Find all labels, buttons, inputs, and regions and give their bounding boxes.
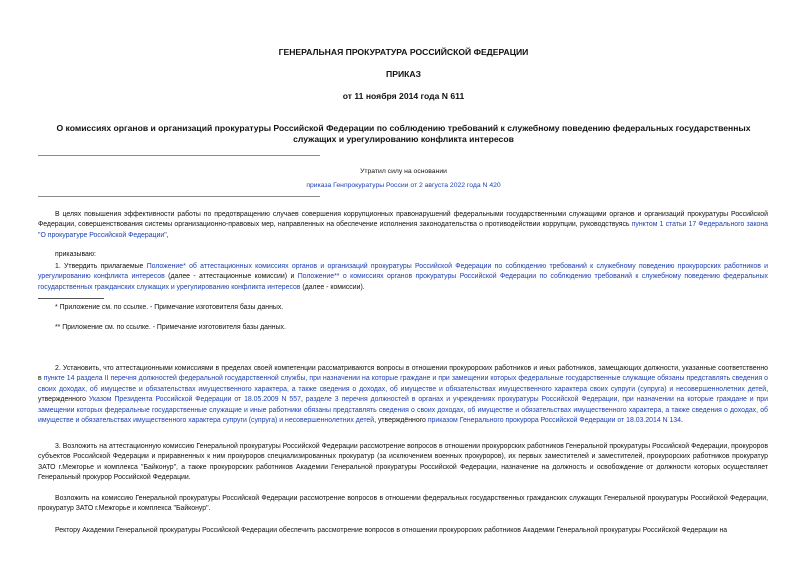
- org-heading: ГЕНЕРАЛЬНАЯ ПРОКУРАТУРА РОССИЙСКОЙ ФЕДЕРАЦИИ: [278, 47, 529, 57]
- divider-bottom: [38, 196, 320, 197]
- repeal-order-link[interactable]: приказа Генпрокуратуры России от 2 августа 2022 года N 420: [306, 182, 501, 189]
- attestation-commission-regulation-link[interactable]: Положение* об аттестационных комиссиях органов и организаций прокуратуры Российской Федерации по соблюдению требований к служебному поведению прокурорских работников и урегулированию конфликта интересов: [38, 263, 768, 281]
- law-article-link[interactable]: пунктом 1 статьи 17 Федерального закона "О прокуратуре Российской Федерации": [38, 221, 769, 239]
- footnote-divider: [38, 298, 104, 299]
- item2-text-c: ,: [300, 396, 306, 404]
- item1-text: 1. Утвердить прилагаемые: [55, 263, 147, 270]
- prosecutor-order-link[interactable]: приказом Генерального прокурора Российской Федерации от 18.03.2014 N 134: [427, 417, 681, 425]
- item1-text-mid: (далее - аттестационные комиссии) и: [164, 273, 298, 281]
- item1-text-end: (далее - комиссии).: [300, 283, 365, 291]
- paragraph-preamble: [38, 210, 768, 241]
- title-line-1: О комиссиях органов и организаций прокуратуры Российской Федерации по соблюдению требований к служебному поведению федеральных государственных: [56, 123, 751, 133]
- preamble-text-end: ,: [166, 231, 169, 239]
- paragraph-item-2: [38, 364, 768, 426]
- paragraph-item-1: [38, 262, 768, 293]
- item2-text-d: , утверждённого: [374, 417, 428, 425]
- preamble-text: В целях повышения эффективности работы по предотвращению случаев совершения коррупционных правонарушений федеральными государственными служащими органов и организаций прокуратуры Российской Федерации, совершенствования системы организационно-правовых мер, направленных на обеспечение исполнения законодательства о противодействии коррупции, руководствуясь: [38, 211, 768, 229]
- status-note-line: Утратил силу на основании: [360, 168, 447, 175]
- paragraph-item-3b: Возложить на комиссию Генеральной прокуратуры Российской Федерации рассмотрение вопросов в отношении федеральных государственных гражданских служащих Генеральной прокуратуры Российской Федерации, прокуратур ЗАТО г.Межгорье и комплекса "Байконур".: [38, 495, 768, 513]
- item2-text-end: .: [680, 417, 683, 425]
- paragraph-item-3c: Ректору Академии Генеральной прокуратуры Российской Федерации обеспечить рассмотрение вопросов в отношении прокурорских работников Академии Генеральной прокуратуры Российской Федерации на: [55, 527, 728, 534]
- presidential-decree-link[interactable]: Указом Президента Российской Федерации от 18.05.2009 N 557: [88, 396, 301, 404]
- paragraph-item-3: 3. Возложить на аттестационную комиссию Генеральной прокуратуры Российской Федерации рассмотрение вопросов в отношении прокурорских работников Генеральной прокуратуры Российской Федерации, прокуроров субъектов Российской Федерации и приравненных к ним прокуроров специализированных прокуратур (за исключением военных прокуроров), их первых заместителей и заместителей, прокурорских работников прокуратур ЗАТО г.Межгорье и комплекса "Байконур", а также прокурорских работников Академии Генеральной прокуратуры Российской Федерации, назначение на должность и освобождение от должности которых осуществляет Генеральный прокурор Российской Федерации.: [38, 443, 768, 482]
- footnote-1: * Приложение см. по ссылке. - Примечание изготовителя базы данных.: [55, 304, 284, 311]
- document-title: [30, 123, 777, 145]
- commission-regulation-link[interactable]: Положение** о комиссиях органов прокуратуры Российской Федерации по соблюдению требований к служебному поведению федеральных государственных гражданских служащих и урегулированию конфликта интересов: [38, 273, 768, 291]
- footnote-2: ** Приложение см. по ссылке. - Примечание изготовителя базы данных.: [55, 324, 286, 331]
- date-number-heading: от 11 ноября 2014 года N 611: [342, 91, 465, 101]
- prikazyvayu-text: приказываю:: [55, 251, 96, 258]
- item2-text: 2. Установить, что аттестационными комиссиями в пределах своей компетенции рассматриваются вопросы в отношении прокурорских работников и иных работников, замещающих должности, указанные соответственно в: [38, 365, 768, 383]
- title-line-2: служащих и урегулированию конфликта интересов: [293, 134, 514, 144]
- positions-list-link[interactable]: пункте 14 раздела II перечня должностей федеральной государственной службы, при назначении на которые граждане и при замещении которых федеральные государственные служащие обязаны представлять сведения о своих доходах, об имуществе и обязательствах имущественного характера, а также сведения о доходах, об имуществе и обязательствах имущественного характера своих супруги (супруга) и несовершеннолетних детей: [38, 375, 768, 393]
- item2-text-b: , утвержденного: [38, 385, 768, 404]
- prosecution-positions-link[interactable]: разделе 3 перечня должностей в органах и учреждениях прокуратуры Российской Федерации, при назначении на которые граждане и при замещении которых федеральные государственные служащие и иные работники обязаны представлять сведения о своих доходах, об имуществе и обязательствах имущественного характера, а также сведения о доходах, об имуществе и обязательствах имущественного характера супруги (супруга) и несовершеннолетних детей: [38, 396, 768, 425]
- divider-top: [38, 155, 320, 156]
- doc-type-heading: ПРИКАЗ: [386, 69, 421, 79]
